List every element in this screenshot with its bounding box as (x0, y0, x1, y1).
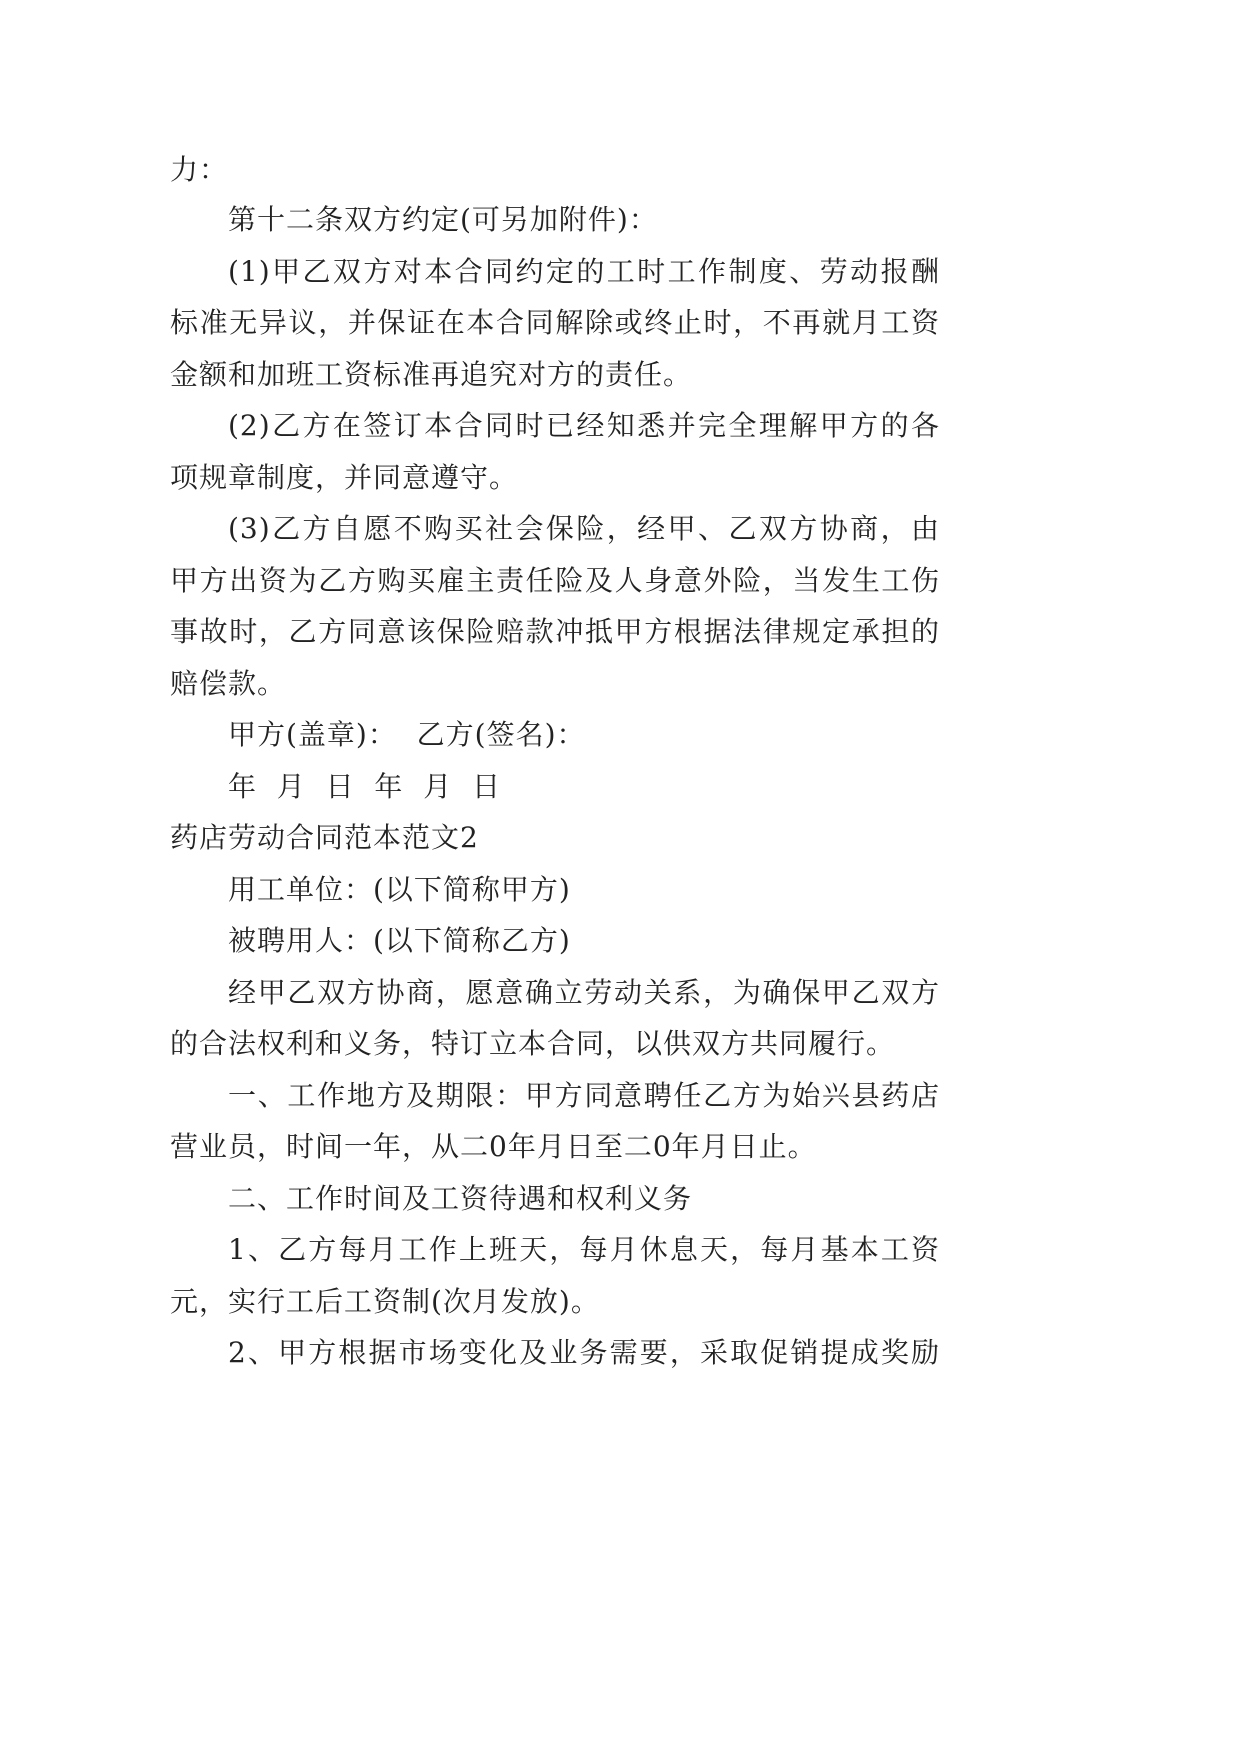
text-line: 一、工作地方及期限：甲方同意聘任乙方为始兴县药店 (228, 1079, 940, 1112)
text-line: 金额和加班工资标准再追究对方的责任。 (170, 358, 693, 391)
signature-line: 甲方(盖章)： 乙方(签名)： (228, 718, 586, 751)
text-line: (2)乙方在签订本合同时已经知悉并完全理解甲方的各 (228, 409, 940, 442)
text-line: 1、乙方每月工作上班天，每月休息天，每月基本工资 (228, 1233, 940, 1266)
text-line: 被聘用人：(以下简称乙方) (228, 924, 571, 957)
text-line: 的合法权利和义务，特订立本合同，以供双方共同履行。 (170, 1027, 896, 1060)
text-line: 元，实行工后工资制(次月发放)。 (170, 1285, 600, 1318)
text-line: 2、甲方根据市场变化及业务需要，采取促销提成奖励 (228, 1336, 940, 1369)
text-line: (1)甲乙双方对本合同约定的工时工作制度、劳动报酬 (228, 255, 940, 288)
text-line: 用工单位：(以下简称甲方) (228, 873, 571, 906)
clause-12-heading: 第十二条双方约定(可另加附件)： (228, 203, 658, 236)
text-line: 项规章制度，并同意遵守。 (170, 461, 519, 494)
text-line: 赔偿款。 (170, 667, 287, 700)
text-line: 标准无异议，并保证在本合同解除或终止时，不再就月工资 (170, 306, 940, 339)
text-line: (3)乙方自愿不购买社会保险，经甲、乙双方协商，由 (228, 512, 940, 545)
text-line: 营业员，时间一年，从二0年月日至二0年月日止。 (170, 1130, 817, 1163)
text-line: 甲方出资为乙方购买雇主责任险及人身意外险，当发生工伤 (170, 564, 940, 597)
section-title: 药店劳动合同范本范文2 (170, 821, 479, 854)
text-line: 力： (170, 153, 229, 186)
date-line: 年 月 日 年 月 日 (228, 770, 502, 803)
text-line: 事故时，乙方同意该保险赔款冲抵甲方根据法律规定承担的 (170, 615, 940, 648)
text-line: 经甲乙双方协商，愿意确立劳动关系，为确保甲乙双方 (228, 976, 940, 1009)
text-line: 二、工作时间及工资待遇和权利义务 (228, 1182, 693, 1215)
